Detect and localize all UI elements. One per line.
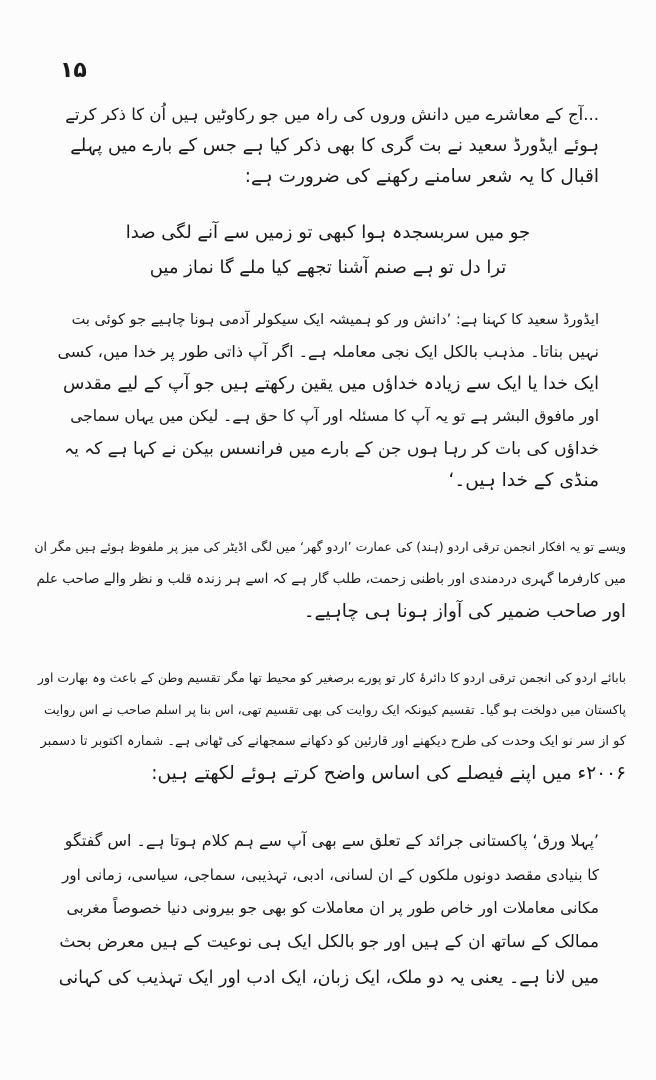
quote1-line-3: ایک خدا یا ایک سے زیادہ خداؤں میں یقین رکھتے ہیں جو آپ کے لیے مقدس: [62, 374, 599, 394]
paragraph1-line-3: اقبال کا یہ شعر سامنے رکھنے کی ضرورت ہے:: [244, 166, 599, 187]
quote2-line-2: کا بنیادی مقصد دونوں ملکوں کے ان لسانی، ادبی، تہذیبی، سماجی، سیاسی، زمانی اور: [62, 866, 599, 884]
paragraph2-line-3: اور صاحب ضمیر کی آواز ہونا ہی چاہیے۔: [303, 601, 626, 622]
paragraph3-line-3: کو از سر نو ایک وحدت کی طرح دیکھنے اور قارئین کو دکھانے سمجھانے کی ٹھانی ہے۔ شمارہ اکتوبر تا دسمبر: [40, 734, 626, 749]
paragraph3-line-2: پاکستان میں دولخت ہو گیا۔ تقسیم کیونکہ ایک روایت کی بھی تقسیم تھی، اس بنا پر اسلم صاحب نے اس روایت: [44, 702, 626, 717]
paragraph1-line-1: ...آج کے معاشرے میں دانش وروں کی راہ میں جو رکاوٹیں ہیں اُن کا ذکر کرتے: [65, 105, 599, 124]
paragraph1-line-2: ہوئے ایڈورڈ سعید نے بت گری کا بھی ذکر کیا ہے جس کے بارے میں پہلے: [70, 135, 599, 156]
quote2-line-3: مکانی معاملات اور خاص طور پر ان معاملات کو بھی جو بیرونی دنیا خصوصاً مغربی: [66, 899, 599, 917]
paragraph3-line-4: ۲۰۰۶ء میں اپنے فیصلے کی اساس واضح کرتے ہوئے لکھتے ہیں:: [151, 763, 626, 784]
quote1-line-6: منڈی کے خدا ہیں۔‘: [448, 470, 599, 491]
quote2-line-5: میں لانا ہے۔ یعنی یہ دو ملک، ایک زبان، ایک ادب اور ایک تہذیب کی کہانی: [58, 968, 599, 988]
quote2-line-4: ممالک کے ساتھ ان کے ہیں اور جو بالکل ایک ہی نوعیت کے ہیں معرض بحث: [59, 932, 599, 952]
paragraph2-line-1: ویسے تو یہ افکار انجمن ترقی اردو (ہند) کی عمارت ’اردو گھر‘ میں لگی اڈیٹر کی میز پر ملفوظ ہوئے ہیں مگر ان: [34, 539, 626, 554]
quote1-line-2: نہیں بناتا۔ مذہب بالکل ایک نجی معاملہ ہے۔ اگر آپ ذاتی طور پر خدا میں، کسی: [57, 342, 599, 361]
page-number: ۱۵: [60, 58, 87, 83]
quote1-line-1: ایڈورڈ سعید کا کہنا ہے: ’دانش ور کو ہمیشہ ایک سیکولر آدمی ہونا چاہیے جو کوئی بت: [71, 312, 599, 328]
quote1-line-4: اور مافوق البشر ہے تو یہ آپ کا مسئلہ اور آپ کا حق ہے۔ لیکن میں یہاں سماجی: [70, 407, 599, 425]
paragraph3-line-1: بابائے اردو کی انجمن ترقی اردو کا دائرۂ کار تو پورے برصغیر کو محیط تھا مگر تقسیم وطن کے باعث وہ بھارت اور: [37, 670, 626, 685]
quote2-line-1: ’پہلا ورق‘ پاکستانی جرائد کے تعلق سے بھی آپ سے ہم کلام ہوتا ہے۔ اس گفتگو: [64, 831, 599, 850]
paragraph2-line-2: میں کارفرما گہری دردمندی اور باطنی زحمت، طلب گار ہے کہ اسے ہر زندہ قلب و نظر والے صاحب علم: [36, 571, 626, 587]
couplet-line-2: ترا دل تو ہے صنم آشنا تجھے کیا ملے گا نماز میں: [149, 257, 507, 278]
couplet-line-1: جو میں سربسجدہ ہوا کبھی تو زمیں سے آنے لگی صدا: [125, 222, 531, 243]
quote1-line-5: خداؤں کی بات کر رہا ہوں جن کے بارے میں فرانسس بیکن نے کہا ہے کہ یہ: [64, 439, 599, 459]
